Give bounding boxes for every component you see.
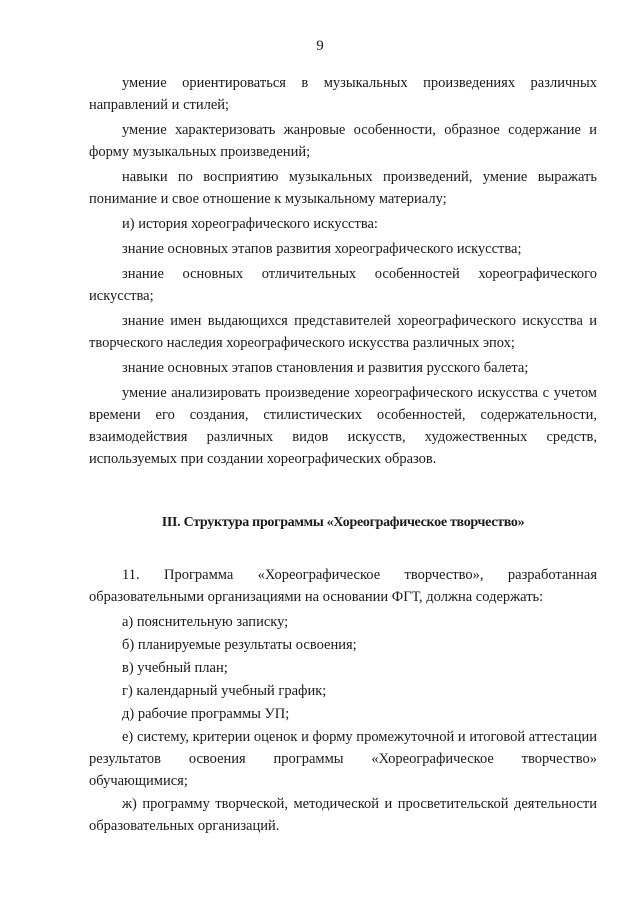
paragraph: знание основных отличительных особенностей хореографического искусства; <box>89 266 597 304</box>
page-content <box>89 72 597 838</box>
list-item: д) рабочие программы УП; <box>122 706 290 722</box>
paragraph: знание основных этапов становления и развития русского балета; <box>122 360 529 376</box>
list-item: е) систему, критерии оценок и форму промежуточной и итоговой аттестации результатов освоения программы «Хореографическое творчество» обучающимися; <box>89 729 597 789</box>
section-heading: III. Структура программы «Хореографическое творчество» <box>161 515 525 530</box>
paragraph: умение характеризовать жанровые особенности, образное содержание и форму музыкальных произведений; <box>89 122 597 160</box>
list-item: в) учебный план; <box>122 660 228 676</box>
list-item: б) планируемые результаты освоения; <box>122 637 357 653</box>
list-item: г) календарный учебный график; <box>122 683 327 699</box>
paragraph: умение ориентироваться в музыкальных произведениях различных направлений и стилей; <box>89 75 597 113</box>
list-item: ж) программу творческой, методической и просветительской деятельности образовательных организаций. <box>89 796 597 834</box>
list-item: а) пояснительную записку; <box>122 614 289 630</box>
paragraph: знание основных этапов развития хореографического искусства; <box>122 241 522 257</box>
paragraph: знание имен выдающихся представителей хореографического искусства и творческого наследия хореографического искусства различных эпох; <box>89 313 597 351</box>
section-intro: 11. Программа «Хореографическое творчество», разработанная образовательными организациями на основании ФГТ, должна содержать: <box>89 567 597 605</box>
subsection-title: и) история хореографического искусства: <box>122 216 378 232</box>
paragraph: умение анализировать произведение хореографического искусства с учетом времени его создания, стилистических особенностей, содержательности, взаимодействия различных видов искусств, художественных средств, используемых при создании хореографических образов. <box>89 385 597 467</box>
paragraph: навыки по восприятию музыкальных произведений, умение выражать понимание и свое отношение к музыкальному материалу; <box>89 169 597 207</box>
page-number: 9 <box>316 38 324 54</box>
